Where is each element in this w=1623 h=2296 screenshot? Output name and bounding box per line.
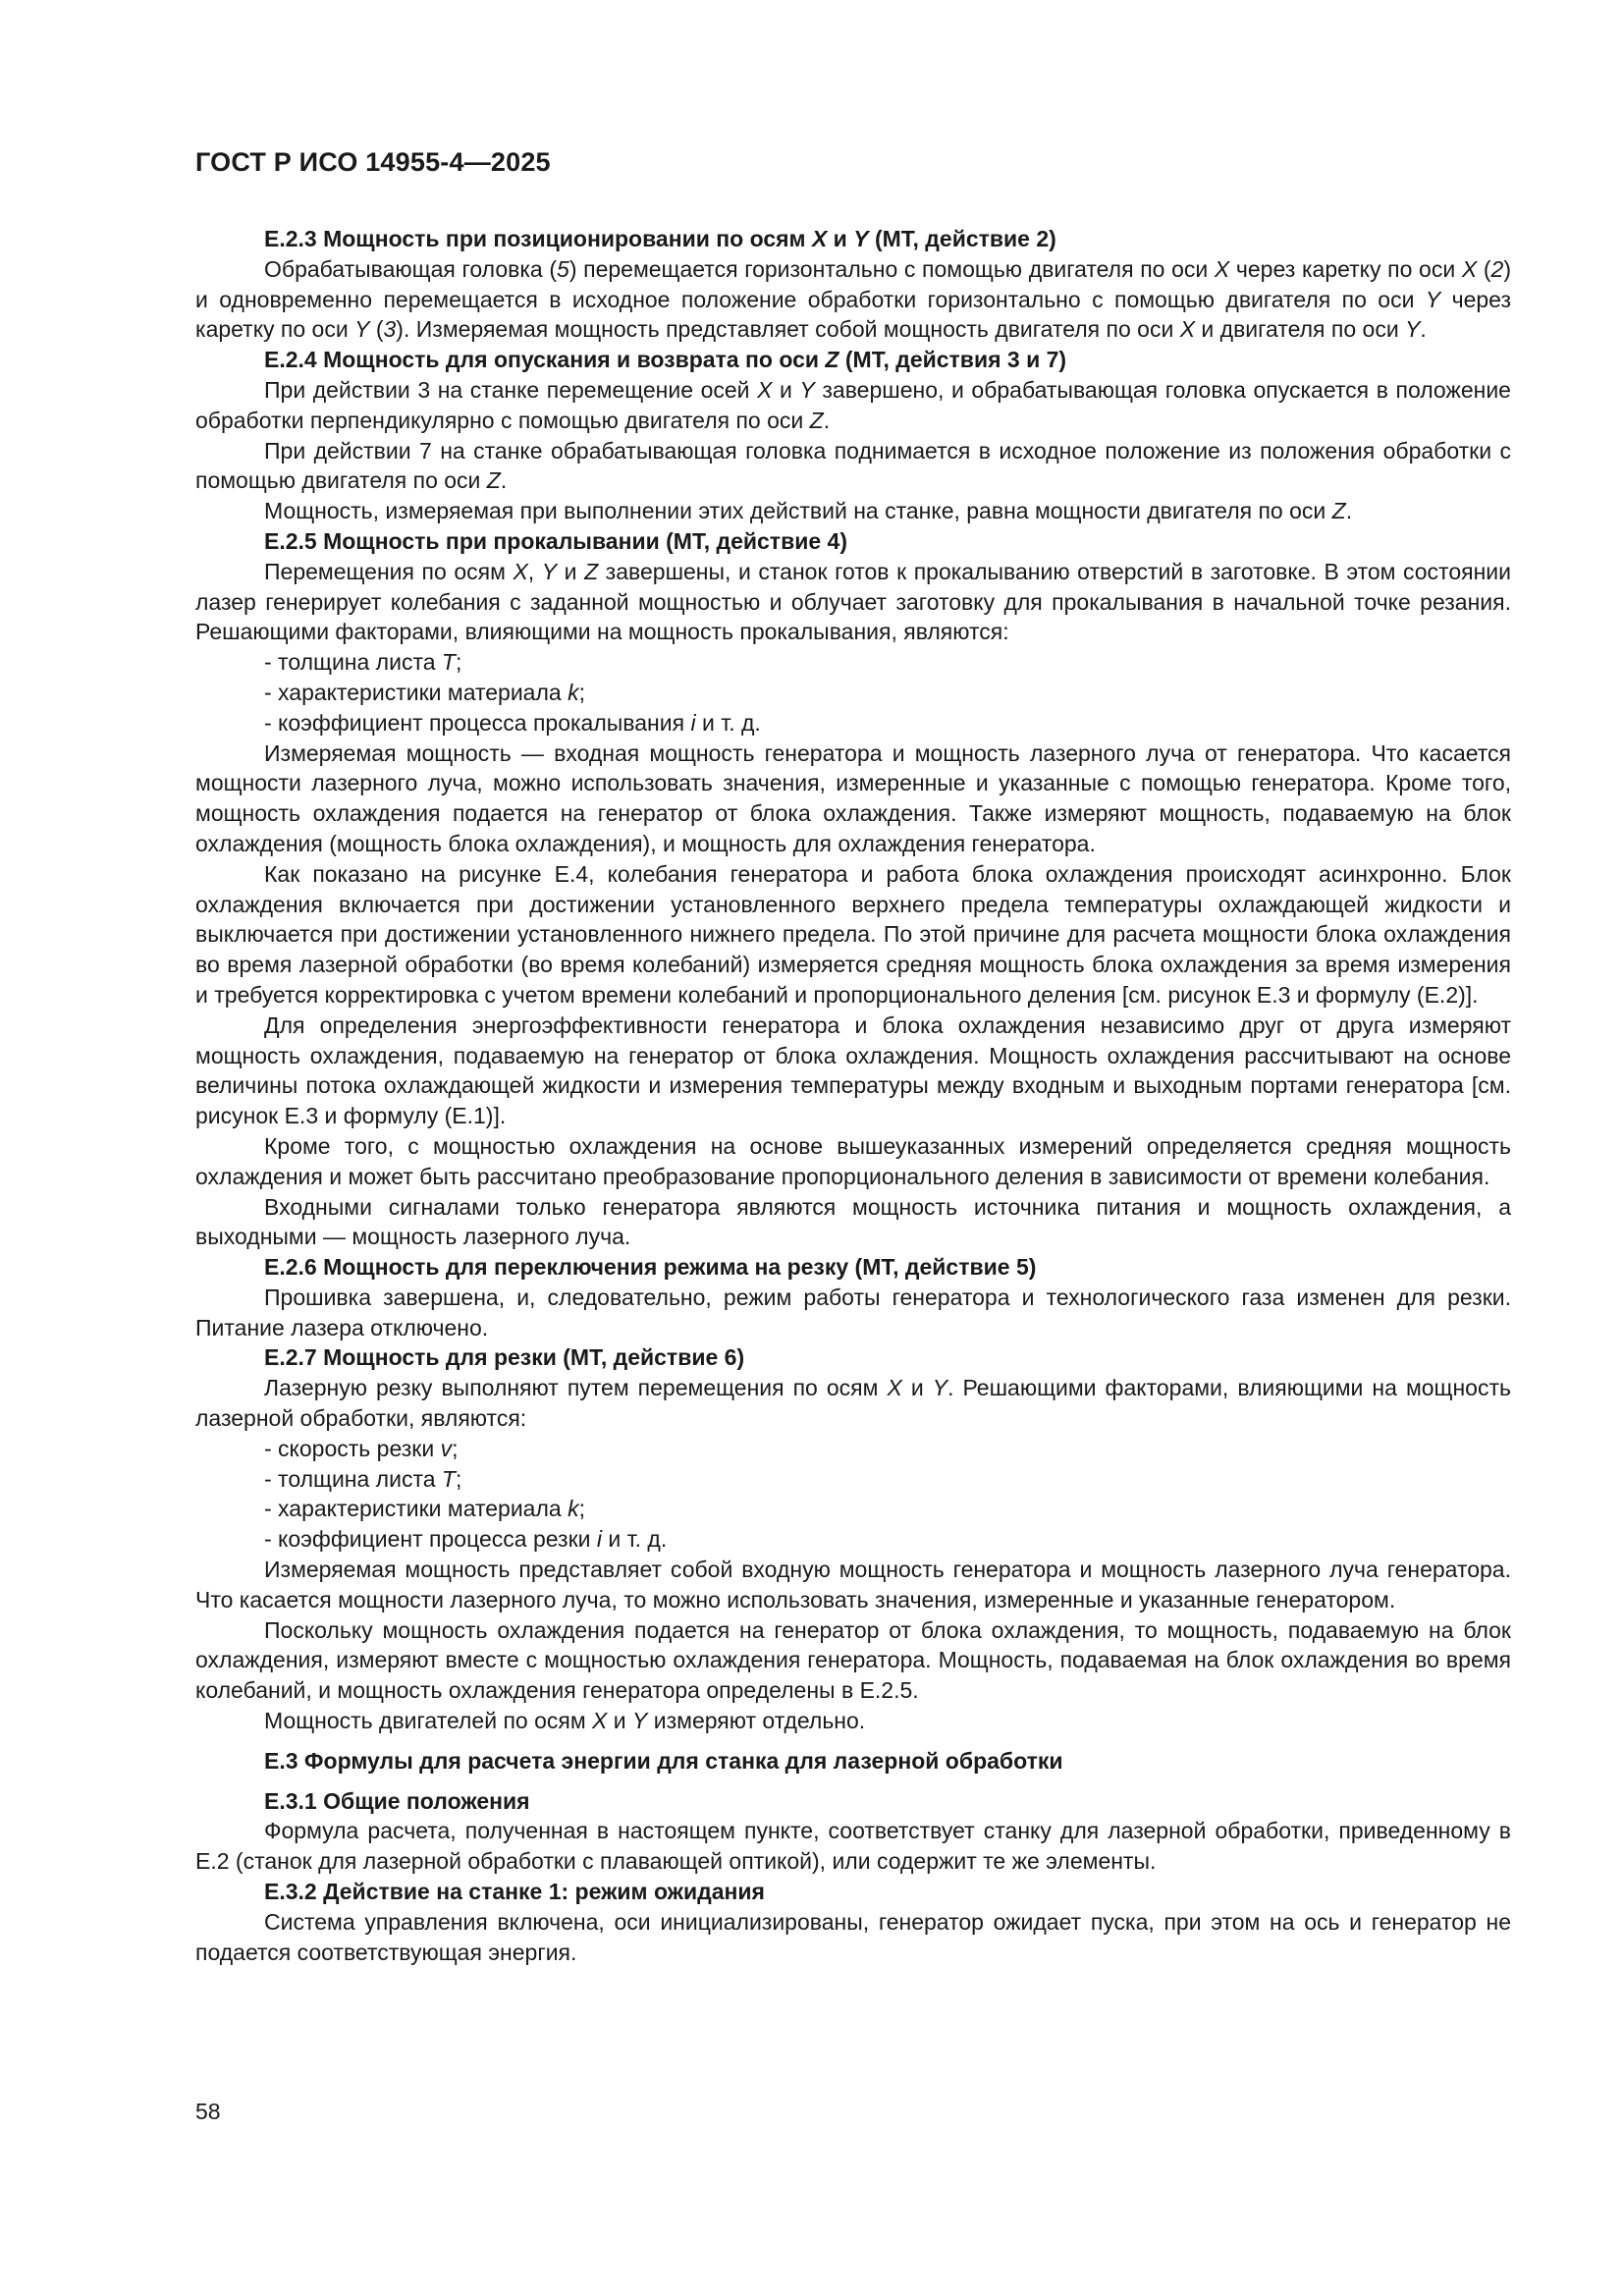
- paragraph: Система управления включена, оси инициализированы, генератор ожидает пуска, при этом на ось и генератор не подается соответствующая энергия.: [195, 1908, 1511, 1965]
- document-body: [195, 224, 1511, 1967]
- paragraph: Как показано на рисунке Е.4, колебания генератора и работа блока охлаждения происходят асинхронно. Блок охлаждения включается при достижении установленного верхнего предела температуры охлаждающей жидкости и выключается при достижении установленного нижнего предела. По этой причине для расчета мощности блока охлаждения во время лазерной обработки (во время колебаний) измеряется средняя мощность блока охлаждения за время измерения и требуется корректировка с учетом времени колебаний и пропорционального деления [см. рисунок Е.3 и формулу (Е.2)].: [195, 860, 1511, 1008]
- paragraph: Поскольку мощность охлаждения подается на генератор от блока охлаждения, то мощность, подаваемую на блок охлаждения, измеряют вместе с мощностью охлаждения генератора. Мощность, подаваемая на блок охлаждения во время колебаний, и мощность охлаждения генератора определены в Е.2.5.: [195, 1616, 1511, 1704]
- paragraph: Для определения энергоэффективности генератора и блока охлаждения независимо друг от друга измеряют мощность охлаждения, подаваемую на генератор от блока охлаждения. Мощность охлаждения рассчитывают на основе величины потока охлаждающей жидкости и измерения температуры между входным и выходным портами генератора [см. рисунок Е.3 и формулу (Е.1)].: [195, 1011, 1511, 1129]
- paragraph: Перемещения по осям X, Y и Z завершены, и станок готов к прокалыванию отверстий в заготовке. В этом состоянии лазер генерирует колебания с заданной мощностью и облучает заготовку для прокалывания в начальной точке резания. Решающими факторами, влияющими на мощность прокалывания, являются:: [195, 558, 1511, 645]
- paragraph: Лазерную резку выполняют путем перемещения по осям X и Y. Решающими факторами, влияющими на мощность лазерной обработки, являются:: [195, 1375, 1511, 1432]
- paragraph: При действии 7 на станке обрабатывающая головка поднимается в исходное положение из положения обработки с помощью двигателя по оси Z.: [195, 437, 1511, 494]
- section-heading: E.2.4 Мощность для опускания и возврата по оси Z (МТ, действия 3 и 7): [264, 347, 1067, 373]
- list-item: - коэффициент процесса прокалывания i и т. д.: [264, 709, 761, 736]
- section-heading: E.3 Формулы для расчета энергии для станка для лазерной обработки: [264, 1747, 1063, 1774]
- list-item: - коэффициент процесса резки i и т. д.: [264, 1526, 668, 1553]
- paragraph: Входными сигналами только генератора являются мощность источника питания и мощность охлаждения, а выходными — мощность лазерного луча.: [195, 1193, 1511, 1250]
- section-heading: E.3.1 Общие положения: [264, 1787, 530, 1814]
- paragraph: При действии 3 на станке перемещение осей X и Y завершено, и обрабатывающая головка опускается в положение обработки перпендикулярно с помощью двигателя по оси Z.: [195, 376, 1511, 433]
- paragraph: Измеряемая мощность — входная мощность генератора и мощность лазерного луча от генератора. Что касается мощности лазерного луча, можно использовать значения, измеренные и указанные с помощью генератора. Кроме того, мощность охлаждения подается на генератор от блока охлаждения. Также измеряют мощность, подаваемую на блок охлаждения (мощность блока охлаждения), и мощность для охлаждения генератора.: [195, 739, 1511, 856]
- page-number: 58: [195, 2099, 221, 2124]
- paragraph: Кроме того, с мощностью охлаждения на основе вышеуказанных измерений определяется средняя мощность охлаждения и может быть рассчитано преобразование пропорционального деления в зависимости от времени колебания.: [195, 1132, 1511, 1189]
- list-item: - толщина листа T;: [264, 1465, 462, 1492]
- list-item: - характеристики материала k;: [264, 1496, 585, 1522]
- section-heading: E.3.2 Действие на станке 1: режим ожидания: [264, 1879, 765, 1905]
- list-item: - толщина листа T;: [264, 649, 462, 676]
- paragraph: Мощность, измеряемая при выполнении этих действий на станке, равна мощности двигателя по оси Z.: [264, 498, 1353, 524]
- section-heading: E.2.5 Мощность при прокалывании (МТ, действие 4): [264, 527, 847, 554]
- section-heading: E.2.7 Мощность для резки (МТ, действие 6): [264, 1344, 745, 1371]
- paragraph: Мощность двигателей по осям X и Y измеряют отдельно.: [264, 1708, 866, 1734]
- section-heading: E.2.6 Мощность для переключения режима на резку (МТ, действие 5): [264, 1254, 1037, 1281]
- paragraph: Обрабатывающая головка (5) перемещается горизонтально с помощью двигателя по оси X через каретку по оси X (2) и одновременно перемещается в исходное положение обработки горизонтально с помощью двигателя по оси Y через каретку по оси Y (3). Измеряемая мощность представляет собой мощность двигателя по оси X и двигателя по оси Y.: [195, 255, 1511, 343]
- document-header: ГОСТ Р ИСО 14955-4—2025: [195, 147, 551, 177]
- list-item: - характеристики материала k;: [264, 679, 585, 705]
- paragraph: Прошивка завершена, и, следовательно, режим работы генератора и технологического газа изменен для резки. Питание лазера отключено.: [195, 1284, 1511, 1340]
- section-heading: E.2.3 Мощность при позиционировании по осям X и Y (МТ, действие 2): [264, 226, 1056, 251]
- paragraph: Измеряемая мощность представляет собой входную мощность генератора и мощность лазерного луча генератора. Что касается мощности лазерного луча, то можно использовать значения, измеренные и указанные генератором.: [195, 1557, 1511, 1613]
- paragraph: Формула расчета, полученная в настоящем пункте, соответствует станку для лазерной обработки, приведенному в Е.2 (станок для лазерной обработки с плавающей оптикой), или содержит те же элементы.: [195, 1818, 1511, 1875]
- list-item: - скорость резки v;: [264, 1435, 459, 1461]
